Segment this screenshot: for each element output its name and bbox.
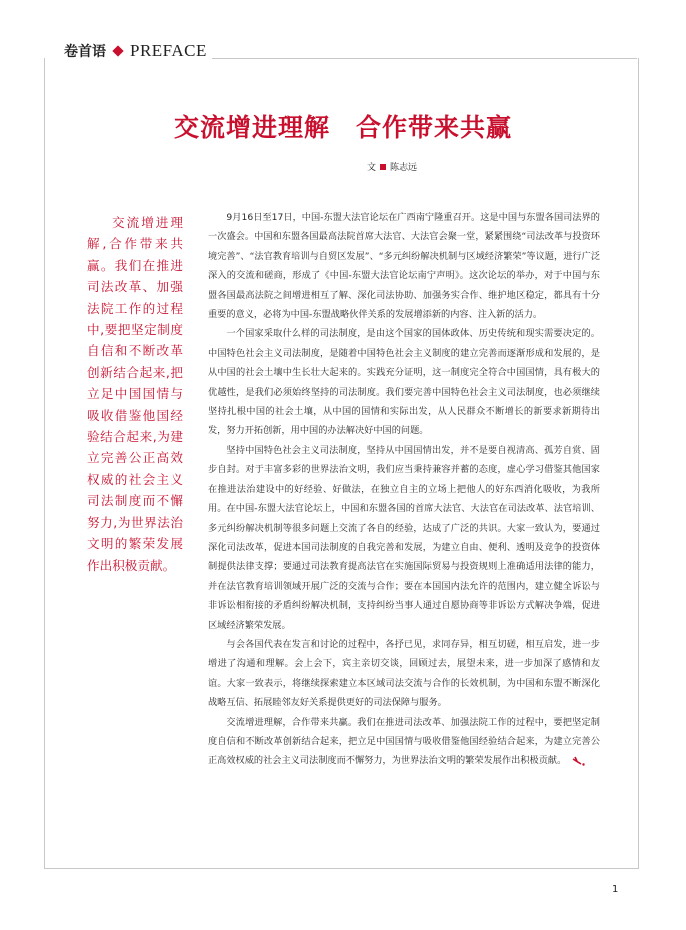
body-paragraph: 一个国家采取什么样的司法制度，是由这个国家的国体政体、历史传统和现实需要决定的。中国特色社会主义司法制度，是随着中国特色社会主义制度的建立完善而逐渐形成和发展的，是从中国的社会土壤中生长壮大起来的。实践充分证明，这一制度完全符合中国国情，具有极大的优越性，是我们必须始终坚持的司法制度。我们要完善中国特色社会主义司法制度，也必须继续坚持扎根中国的社会土壤，从中国的国情和实际出发，从人民群众不断增长的新要求新期待出发，努力开拓创新，用中国的办法解决好中国的问题。: [208, 328, 600, 437]
article-body: [208, 208, 600, 771]
frame-top-rule: [212, 58, 637, 59]
section-header: [64, 40, 211, 62]
byline-prefix: 文: [367, 163, 377, 173]
diamond-icon: [112, 45, 123, 56]
title-part-1: 交流增进理解: [173, 113, 330, 142]
page-number: 1: [612, 884, 619, 895]
body-paragraph-text: 交流增进理解，合作带来共赢。我们在推进司法改革、加强法院工作的过程中，要把坚定制度自信和不断改革创新结合起来，把立足中国国情与吸收借鉴他国经验结合起来，为建立完善公正高效权威的社会主义司法制度而不懈努力，为世界法治文明的繁荣发展作出积极贡献。: [208, 716, 600, 767]
body-paragraph: 与会各国代表在发言和讨论的过程中，各抒已见，求同存异，相互切磋，相互启发，进一步增进了沟通和理解。会上会下，宾主亲切交谈，回顾过去，展望未来，进一步加深了感情和友谊。大家一致表示，将继续探索建立本区域司法交流与合作的长效机制，为中国和东盟不断深化战略互信、拓展睦邻友好关系提供更好的司法保障与服务。: [208, 638, 600, 709]
body-paragraph: 坚持中国特色社会主义司法制度，坚持从中国国情出发，并不是要自视清高、孤芳自赏、固步自封。对于丰富多彩的世界法治文明，我们应当秉持兼容并蓄的态度，虚心学习借鉴其他国家在推进法治建设中的好经验、好做法，在独立自主的立场上把他人的好东西消化吸收，为我所用。在中国-东盟大法官论坛上，中国和东盟各国的首席大法官、大法官在司法改革、法官培训、多元纠纷解决机制等很多问题上交流了各自的经验，达成了广泛的共识。大家一致认为，要通过深化司法改革，促进本国司法制度的自我完善和发展，为建立自由、便利、透明及竞争的投资体制提供法律支撑；要通过司法教育提高法官在实施国际贸易与投资规则上准确适用法律的能力，并在法官教育培训领域开展广泛的交流与合作；要在本国国内法允许的范围内，建立健全诉讼与非诉讼相衔接的矛盾纠纷解决机制，支持纠纷当事人通过自愿协商等非诉讼方式解决争端，促进区域经济繁荣发展。: [208, 444, 600, 631]
square-bullet-icon: [380, 164, 386, 170]
body-paragraph-last: [208, 713, 600, 771]
end-mark-icon: [572, 756, 586, 766]
title-part-2: 合作带来共赢: [356, 113, 513, 142]
section-label-cn: 卷首语: [64, 44, 106, 60]
author-name: 陈志远: [390, 163, 418, 173]
pull-quote: 交流增进理解,合作带来共赢。我们在推进司法改革、加强法院工作的过程中,要把坚定制度自信和不断改革创新结合起来,把立足中国国情与吸收借鉴他国经验结合起来,为建立完善公正高效权威的社会主义司法制度而不懈努力,为世界法治文明的繁荣发展作出积极贡献。: [87, 215, 183, 573]
byline: [367, 160, 417, 173]
body-paragraph: 9月16日至17日，中国-东盟大法官论坛在广西南宁隆重召开。这是中国与东盟各国司法界的一次盛会。中国和东盟各国最高法院首席大法官、大法官会聚一堂，紧紧围绕“司法改革与投资环境完善”、“法官教育培训与自贸区发展”、“多元纠纷解决机制与区域经济繁荣”等议题，进行广泛深入的交流和磋商，形成了《中国-东盟大法官论坛南宁声明》。这次论坛的举办，对于中国与东盟各国最高法院之间增进相互了解、深化司法协助、加强务实合作、维护地区稳定，都具有十分重要的意义，必将为中国-东盟战略伙伴关系的发展增添新的内容、注入新的活力。: [208, 212, 600, 321]
section-label-en: PREFACE: [130, 41, 207, 60]
article-title: [0, 108, 686, 144]
